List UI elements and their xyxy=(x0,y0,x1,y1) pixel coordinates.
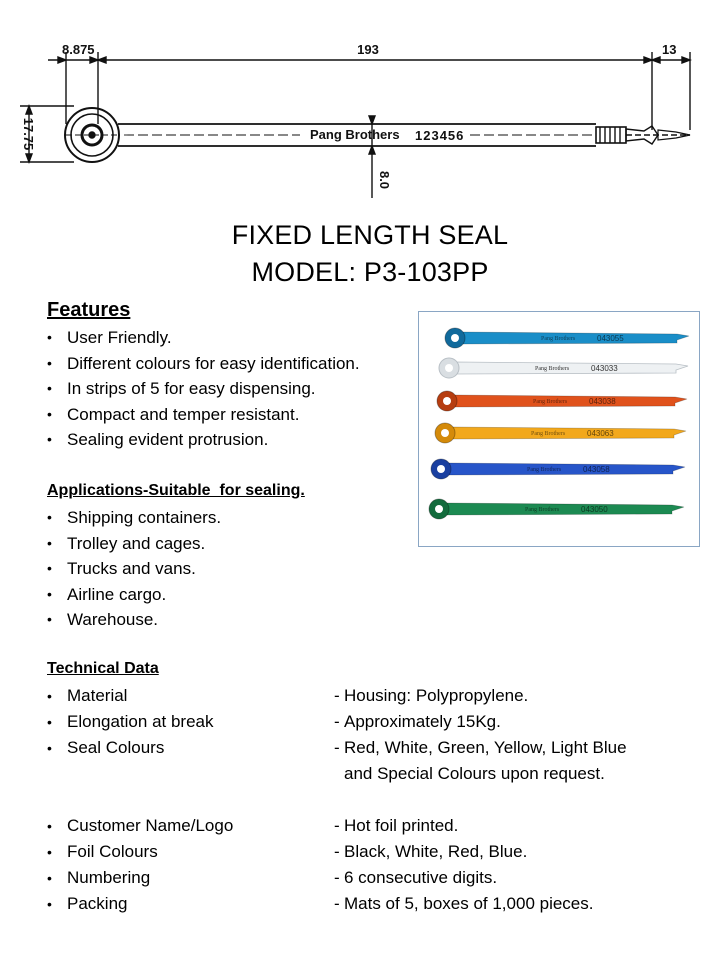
seal-strap xyxy=(457,362,688,374)
list-item: • Shipping containers. xyxy=(47,505,221,531)
list-item: • User Friendly. xyxy=(47,325,360,351)
row-label: Customer Name/Logo xyxy=(67,816,234,835)
seal-strip xyxy=(437,391,687,411)
product-photo xyxy=(418,311,700,547)
table-row xyxy=(47,839,687,865)
dash: - xyxy=(334,738,340,757)
seal-strip xyxy=(445,328,689,348)
dim-width-label: 8.0 xyxy=(377,170,392,190)
seal-number-text: 043063 xyxy=(587,429,614,438)
row-value: Mats of 5, boxes of 1,000 pieces. xyxy=(344,894,594,913)
seal-eye-hole xyxy=(445,364,453,372)
list-item: • In strips of 5 for easy dispensing. xyxy=(47,376,360,402)
row-label: Material xyxy=(67,686,128,705)
row-label: Numbering xyxy=(67,868,151,887)
seal-eye-hole xyxy=(451,334,459,342)
seal-number-text: 043058 xyxy=(583,465,610,474)
seal-brand-text: Pang Brothers xyxy=(533,399,568,405)
row-value: Black, White, Red, Blue. xyxy=(344,842,528,861)
seal-strip xyxy=(429,499,684,519)
seal-brand-text: Pang Brothers xyxy=(527,467,562,473)
list-item: • Compact and temper resistant. xyxy=(47,402,360,428)
seal-strip xyxy=(431,459,685,479)
dim-tip-label: 13 xyxy=(662,42,677,57)
table-row xyxy=(47,813,687,839)
seal-strip xyxy=(435,423,686,443)
bullet: • xyxy=(47,688,52,704)
dim-length-label: 193 xyxy=(357,42,379,57)
dash: - xyxy=(334,816,340,835)
row-value: Hot foil printed. xyxy=(344,816,459,835)
seal-eye-hole xyxy=(435,505,443,513)
bullet: • xyxy=(47,870,52,886)
seal-number-text: 043050 xyxy=(581,505,608,514)
row-label: Elongation at break xyxy=(67,712,214,731)
table-row xyxy=(47,735,687,813)
dash: - xyxy=(334,686,340,705)
dash: - xyxy=(334,842,340,861)
dim-eye-label: 8.875 xyxy=(62,42,95,57)
dash: - xyxy=(334,894,340,913)
bullet: • xyxy=(47,896,52,912)
features-heading: Features xyxy=(47,299,131,321)
table-row xyxy=(47,891,687,917)
row-value: Approximately 15Kg. xyxy=(344,712,501,731)
seal-strap xyxy=(453,427,686,439)
applications-list xyxy=(47,505,221,633)
seal-eye-hole xyxy=(437,465,445,473)
row-value: Red, White, Green, Yellow, Light Blue and Special Colours upon request. xyxy=(344,738,627,783)
seal-number-text: 043038 xyxy=(589,397,616,406)
seal-brand-text: Pang Brothers xyxy=(541,336,576,342)
list-item: • Trolley and cages. xyxy=(47,531,221,557)
dim-height-label: 17.75 xyxy=(21,117,36,151)
seal-brand-text: Pang Brothers xyxy=(531,431,566,437)
dash: - xyxy=(334,712,340,731)
row-label: Foil Colours xyxy=(67,842,158,861)
row-label: Packing xyxy=(67,894,128,913)
seal-brand-text: Pang Brothers xyxy=(535,366,570,372)
applications-heading: Applications-Suitable for sealing. xyxy=(47,482,305,499)
list-item: • Sealing evident protrusion. xyxy=(47,427,360,453)
seal-strap xyxy=(447,503,684,515)
list-item: • Airline cargo. xyxy=(47,582,221,608)
row-value: Housing: Polypropylene. xyxy=(344,686,529,705)
table-row xyxy=(47,709,687,735)
seal-number-text: 043055 xyxy=(597,334,624,343)
seal-strips-image xyxy=(419,312,699,546)
drawing-brand-label: Pang Brothers xyxy=(310,127,400,142)
seal-strap xyxy=(455,395,687,407)
drawing-number-label: 123456 xyxy=(415,128,465,143)
model-title: MODEL: P3-103PP xyxy=(251,257,489,287)
seal-strap xyxy=(463,332,689,344)
bullet: • xyxy=(47,818,52,834)
page-title: FIXED LENGTH SEAL xyxy=(231,220,509,250)
table-row xyxy=(47,865,687,891)
technical-data-table xyxy=(47,683,687,917)
bullet: • xyxy=(47,844,52,860)
row-label: Seal Colours xyxy=(67,738,165,757)
features-list xyxy=(47,325,360,453)
seal-number-text: 043033 xyxy=(591,364,618,373)
bullet: • xyxy=(47,714,52,730)
seal-strip xyxy=(439,358,688,378)
row-value: 6 consecutive digits. xyxy=(344,868,498,887)
list-item: • Warehouse. xyxy=(47,607,221,633)
seal-brand-text: Pang Brothers xyxy=(525,507,560,513)
seal-strap xyxy=(449,463,685,475)
seal-technical-drawing xyxy=(0,30,720,205)
seal-eye-hole xyxy=(443,397,451,405)
bullet: • xyxy=(47,740,52,756)
table-row xyxy=(47,683,687,709)
technical-data-heading: Technical Data xyxy=(47,660,159,677)
list-item: • Trucks and vans. xyxy=(47,556,221,582)
list-item: • Different colours for easy identification. xyxy=(47,351,360,377)
dash: - xyxy=(334,868,340,887)
seal-eye-hole xyxy=(441,429,449,437)
